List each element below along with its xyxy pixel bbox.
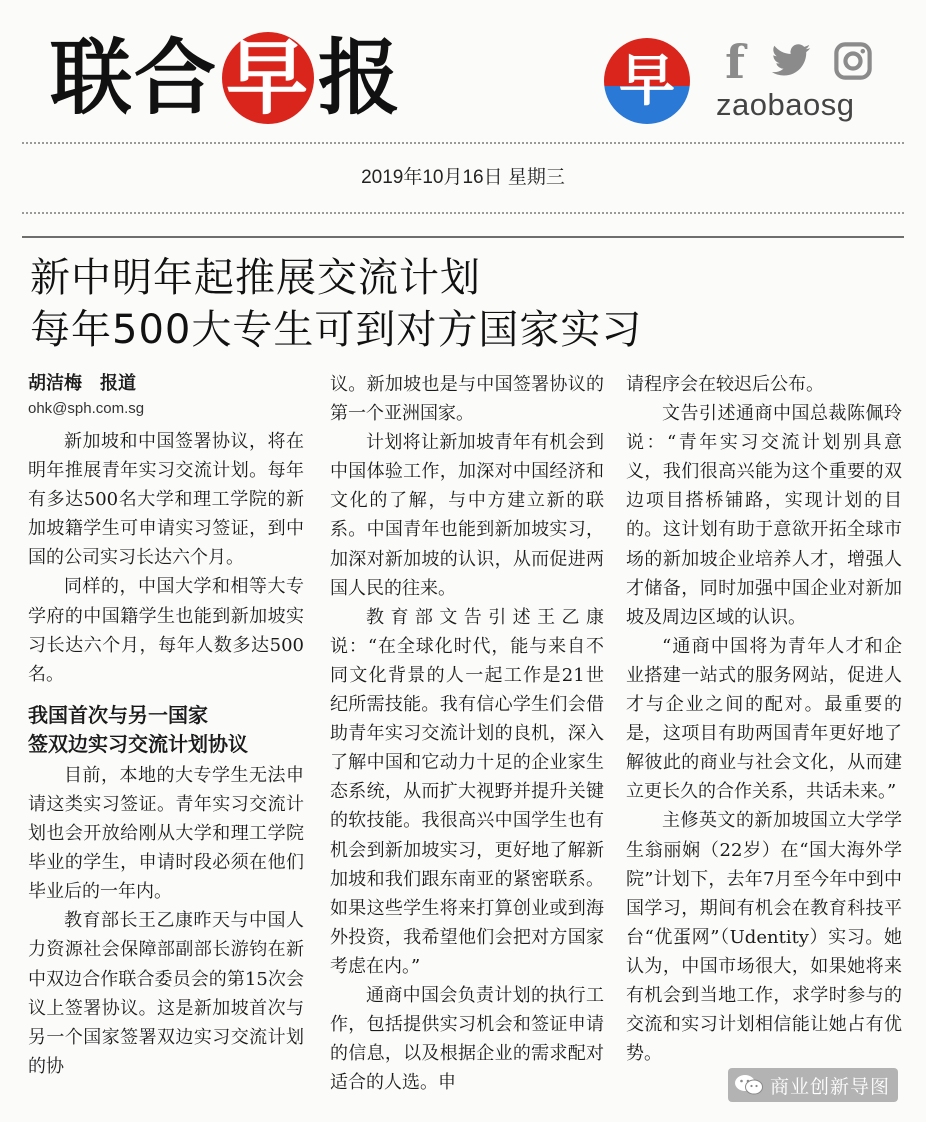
headline-line-2: 每年500大专生可到对方国家实习: [30, 307, 643, 353]
paragraph: 计划将让新加坡青年有机会到中国体验工作，加深对中国经济和文化的了解，与中方建立新的联系。中国青年也能到新加坡实习，加深对新加坡的认识，从而促进两国人民的往来。: [330, 432, 604, 599]
paragraph: 同样的，中国大学和相等大专学府的中国籍学生也能到新加坡实习长达六个月，每年人数多达500名。: [28, 576, 304, 685]
logo-text-mid: 早: [226, 30, 311, 126]
logo-text-right: 报: [318, 30, 403, 126]
headline-line-1: 新中明年起推展交流计划: [30, 255, 481, 301]
logo-red-circle: [222, 32, 314, 124]
article-column-3: [626, 370, 902, 1122]
watermark-text: 商业创新导图: [770, 1075, 891, 1098]
page-rule: [22, 236, 904, 238]
byline-author: 胡洁梅 报道: [28, 373, 136, 394]
paragraph: 教育部文告引述王乙康说：“在全球化时代，能与来自不同文化背景的人一起工作是21世纪所需技能。我有信心学生们会借助青年实习交流计划的良机，深入了解中国和它动力十足的企业家生态系统，从而扩大视野并提升关键的软技能。我很高兴中国学生也有机会到新加坡实习，更好地了解新加坡和我们跟东南亚的紧密联系。如果这些学生将来打算创业或到海外投资，我希望他们会把对方国家考虑在内。”: [330, 606, 604, 977]
logo-text-left: 联合: [50, 30, 219, 126]
masthead: [0, 0, 926, 140]
wechat-icon: [734, 1074, 764, 1096]
masthead-divider: [22, 142, 904, 144]
social-handle: zaobaosg: [716, 87, 855, 122]
dateline-divider: [22, 212, 904, 214]
paragraph: 目前，本地的大专学生无法申请这类实习签证。青年实习交流计划也会开放给刚从大学和理工学院毕业的学生，申请时段必须在他们毕业后的一年内。: [28, 764, 304, 903]
paragraph: 新加坡和中国签署协议，将在明年推展青年实习交流计划。每年有多达500名大学和理工学院的新加坡籍学生可申请实习签证，到中国的公司实习长达六个月。: [28, 431, 304, 569]
article-column-2: [330, 370, 604, 1122]
social-icons: [712, 35, 882, 89]
paragraph: 议。新加坡也是与中国签署协议的第一个亚洲国家。: [330, 374, 604, 425]
paragraph: “通商中国将为青年人才和企业搭建一站式的服务网站，促进人才与企业之间的配对。最重要的是，这项目有助两国青年更好地了解彼此的商业与社会文化，从而建立更长久的合作关系，共话未来。”: [626, 635, 902, 803]
paragraph: 教育部长王乙康昨天与中国人力资源社会保障部副部长游钧在新中双边合作联合委员会的第15次会议上签署协议。这是新加坡首次与另一个国家签署双边实习交流计划的协: [28, 910, 304, 1077]
paragraph: 通商中国会负责计划的执行工作，包括提供实习机会和签证申请的信息，以及根据企业的需求配对适合的人选。申: [330, 984, 604, 1094]
facebook-icon: f: [725, 35, 745, 89]
subheading-line-1: 我国首次与另一国家: [28, 702, 208, 727]
article-column-1: [28, 370, 304, 1122]
subheading-line-2: 签双边实习交流计划协议: [28, 731, 248, 756]
paragraph: 主修英文的新加坡国立大学学生翁丽娴（22岁）在“国大海外学院”计划下，去年7月至今年中到中国学习，期间有机会在教育科技平台“优蛋网”（Udentity）实习。她认为，中国市场很大，如果她将来有机会到当地工作，求学时参与的交流和实习计划相信能让她占有优势。: [626, 810, 902, 1065]
newspaper-logo: [50, 28, 402, 128]
headline: [30, 252, 910, 356]
subheading: [28, 701, 304, 759]
byline-email: ohk@sph.com.sg: [28, 400, 145, 417]
zaobao-badge-icon: [604, 38, 690, 124]
dateline: 2019年10月16日 星期三: [361, 167, 565, 188]
paragraph: 文告引述通商中国总裁陈佩玲说：“青年实习交流计划别具意义，我们很高兴能为这个重要的双边项目搭桥铺路，实现计划的目的。这计划有助于意欲开拓全球市场的新加坡企业培养人才，增强人才储备，同时加强中国企业对新加坡及周边区域的认识。: [626, 403, 902, 628]
paragraph: 请程序会在较迟后公布。: [626, 374, 824, 395]
twitter-icon: [768, 40, 810, 84]
watermark: [728, 1068, 898, 1102]
badge-char: 早: [619, 48, 675, 114]
instagram-icon: [832, 40, 874, 84]
